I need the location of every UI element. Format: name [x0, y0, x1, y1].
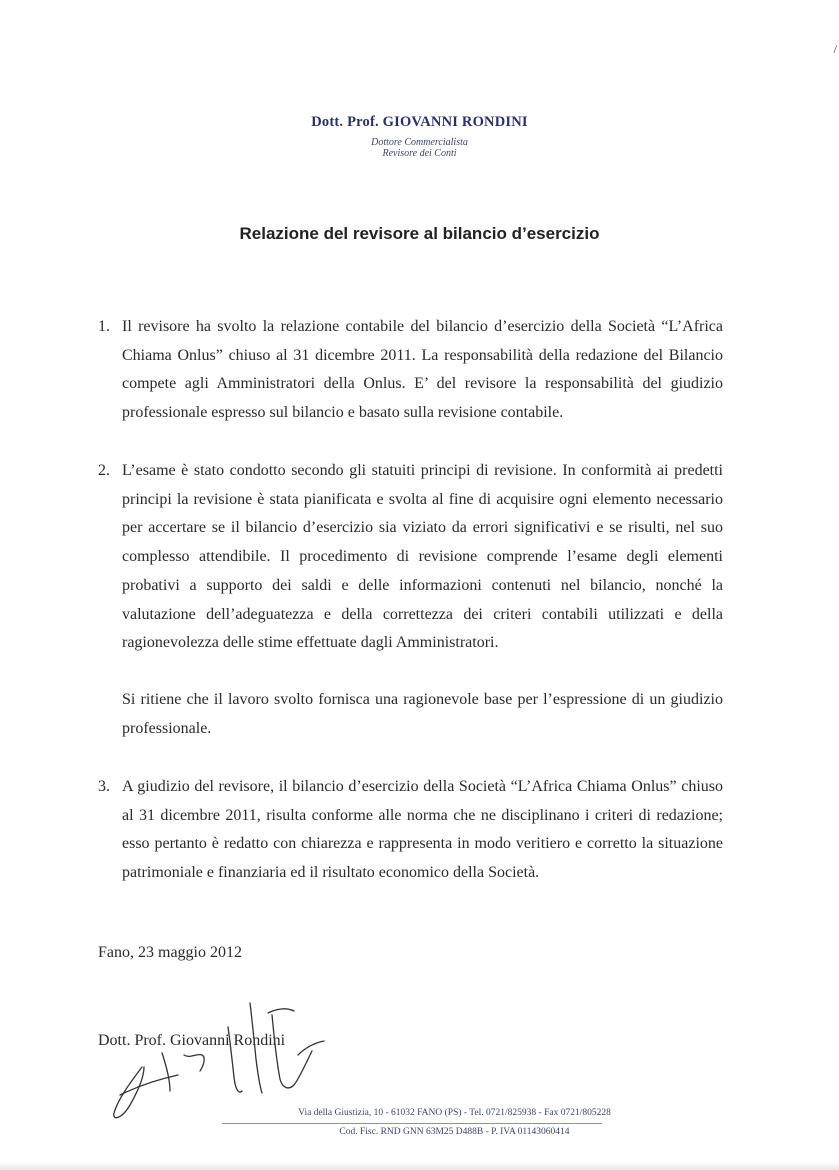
- place-date: Fano, 23 maggio 2012: [98, 944, 242, 961]
- list-item-2: [98, 457, 723, 658]
- list-item-text: Il revisore ha svolto la relazione contabile del bilancio d’esercizio della Società “L’Africa Chiama Onlus” chiuso al 31 dicembre 2011. La responsabilità della redazione del Bilancio compete agli Amministratori della Onlus. E’ del revisore la responsabilità del giudizio professionale espresso sul bilancio e basato sulla revisione contabile.: [122, 318, 723, 422]
- scan-edge-mark: /: [833, 42, 837, 56]
- list-item-3: [98, 773, 723, 888]
- signer-name: Dott. Prof. Giovanni Rondini: [98, 1032, 286, 1049]
- letterhead-name: Dott. Prof. GIOVANNI RONDINI: [311, 114, 528, 130]
- paragraph-conclusion: Si ritiene che il lavoro svolto fornisca una ragionevole base per l’espressione di un giudizio professionale.: [122, 691, 723, 737]
- scan-bottom-edge: [0, 1162, 839, 1170]
- list-item-number: 1.: [98, 318, 110, 335]
- letterhead-subtitle-2: Revisore dei Conti: [382, 148, 457, 159]
- list-item-1: [98, 313, 723, 428]
- letterhead-subtitle-1: Dottore Commercialista: [371, 137, 468, 148]
- list-item-number: 3.: [98, 778, 110, 795]
- list-item-number: 2.: [98, 462, 110, 479]
- footer-address: Via della Giustizia, 10 - 61032 FANO (PS) - Tel. 0721/825938 - Fax 0721/805228: [298, 1108, 611, 1118]
- footer-fiscal-code: Cod. Fisc. RND GNN 63M25 D488B - P. IVA 01143060414: [339, 1127, 570, 1137]
- list-item-text: L’esame è stato condotto secondo gli statuiti principi di revisione. In conformità ai predetti principi la revisione è stata pianificata e svolta al fine di acquisire ogni elemento necessario per accertare se il bilancio d’esercizio sia viziato da errori significativi e se risulti, nel suo complesso attendibile. Il procedimento di revisione comprende l’esame degli elementi probativi a supporto dei saldi e delle informazioni contenuti nel bilancio, nonché la valutazione dell’adeguatezza e della correttezza dei criteri contabili utilizzati e della ragionevolezza delle stime effettuate dagli Amministratori.: [122, 462, 723, 652]
- document-title: Relazione del revisore al bilancio d’esercizio: [239, 224, 600, 243]
- list-item-text: A giudizio del revisore, il bilancio d’esercizio della Società “L’Africa Chiama Onlus” chiuso al 31 dicembre 2011, risulta conforme alle norma che ne disciplinano i criteri di redazione; esso pertanto è redatto con chiarezza e rappresenta in modo veritiero e corretto la situazione patrimoniale e finanziaria ed il risultato economico della Società.: [122, 778, 723, 882]
- footer-divider: [222, 1123, 602, 1124]
